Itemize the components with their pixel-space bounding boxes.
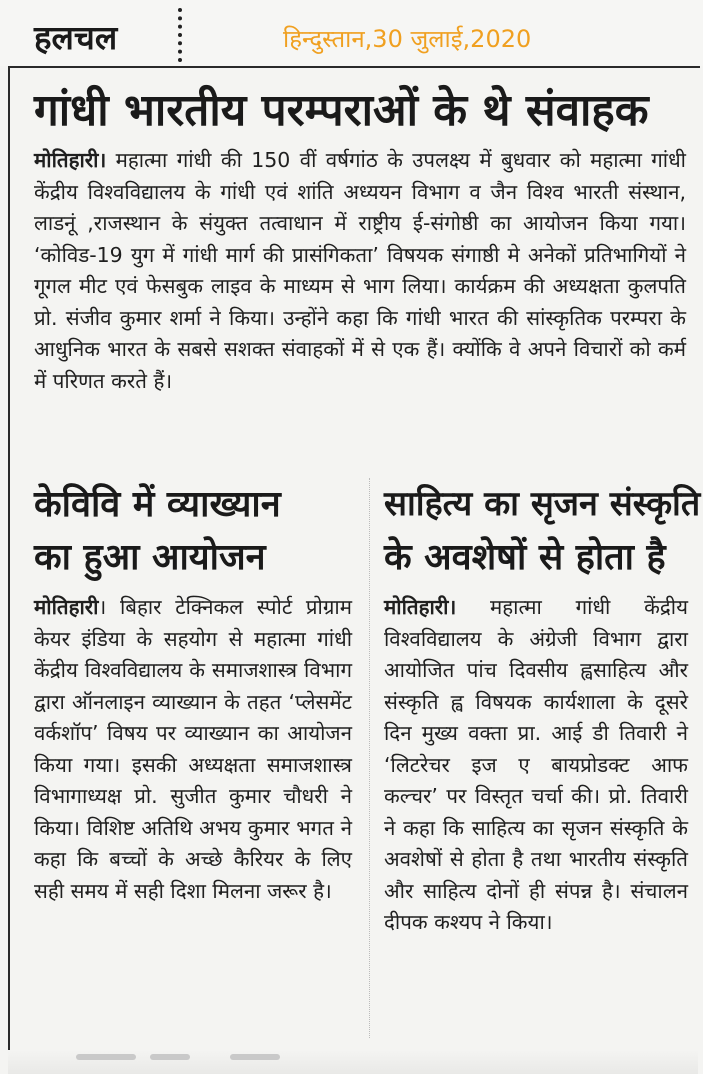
main-dateline: मोतिहारी। (34, 148, 107, 172)
right-headline-line-1: साहित्य का सृजन संस्कृति (384, 484, 701, 524)
main-article-body (34, 145, 686, 397)
right-body-text: महात्मा गांधी केंद्रीय विश्वविद्यालय के अंग्रेजी विभाग द्वारा आयोजित पांच दिवसीय ह्वसाहित्य और संस्कृति ह्व विषयक कार्यशाला के दूसरे दिन मुख्य वक्ता प्रा. आई डी तिवारी ने ‘लिटरेचर इज ए बायप्रोडक्ट आफ कल्चर’ पर विस्तृत चर्चा की। प्रो. तिवारी ने कहा कि साहित्य का सृजन संस्कृति के अवशेषों से होता है तथा भारतीय संस्कृति और साहित्य दोनों ही संपन्न है। संचालन दीपक कश्यप ने किया। (384, 595, 688, 934)
left-headline-line-2: का हुआ आयोजन (34, 537, 266, 578)
cutoff-text-trace (76, 1054, 136, 1060)
right-dateline: मोतिहारी। (384, 595, 457, 619)
left-dateline: मोतिहारी (34, 595, 99, 619)
left-body-text: । बिहार टेक्निकल स्पोर्ट प्रोग्राम केयर इंडिया के सहयोग से महात्मा गांधी केंद्रीय विश्वविद्यालय के समाजशास्त्र विभाग द्वारा ऑनलाइन व्याख्यान के तहत ‘प्लेसमेंट वर्कशॉप’ विषय पर व्याख्यान का आयोजन किया गया। इसकी अध्यक्षता समाजशास्त्र विभागाध्यक्ष प्रो. सुजीत कुमार चौधरी ने किया। विशिष्ट अतिथि अभय कुमार भगत ने कहा कि बच्चों के अच्छे कैरियर के लिए सही समय में सही दिशा मिलना जरूर है। (34, 595, 352, 903)
main-body-text: महात्मा गांधी की 150 वीं वर्षगांठ के उपलक्ष्य में बुधवार को महात्मा गांधी केंद्रीय विश्वविद्यालय के गांधी एवं शांति अध्ययन विभाग व जैन विश्व भारती संस्थान, लाडनूं ,राजस्थान के संयुक्त तत्वाधान में राष्ट्रीय ई-संगोष्ठी का आयोजन किया गया। ‘कोविड-19 युग में गांधी मार्ग की प्रासंगिकता’ विषयक संगाष्ठी मे अनेकों प्रतिभागियों ने गूगल मीट एवं फेसबुक लाइव के माध्यम से भाग लिया। कार्यक्रम की अध्यक्षता कुलपति प्रो. संजीव कुमार शर्मा ने किया। उन्होंने कहा कि गांधी भारत की सांस्कृतिक परम्परा के आधुनिक भारत के सबसे सशक्त संवाहकों में से एक हैं। क्योंकि वे अपने विचारों को कर्म में परिणत करते हैं। (34, 148, 686, 393)
left-article-body (34, 592, 352, 907)
source-dateline: हिन्दुस्तान,30 जुलाई,2020 (283, 25, 532, 53)
right-article-body (384, 592, 688, 939)
section-label: हलचल (34, 18, 118, 57)
right-headline-line-2: के अवशेषों से होता है (384, 537, 666, 578)
left-article (34, 478, 352, 907)
right-article (384, 478, 701, 939)
dotted-separator (178, 8, 182, 62)
cutoff-text-trace (150, 1054, 190, 1060)
main-headline: गांधी भारतीय परम्पराओं के थे संवाहक (34, 85, 649, 136)
left-headline-line-1: केविवि में व्याख्यान (34, 484, 281, 525)
cutoff-text-trace (230, 1054, 280, 1060)
clipping-header (0, 0, 703, 66)
column-divider (369, 478, 370, 1038)
